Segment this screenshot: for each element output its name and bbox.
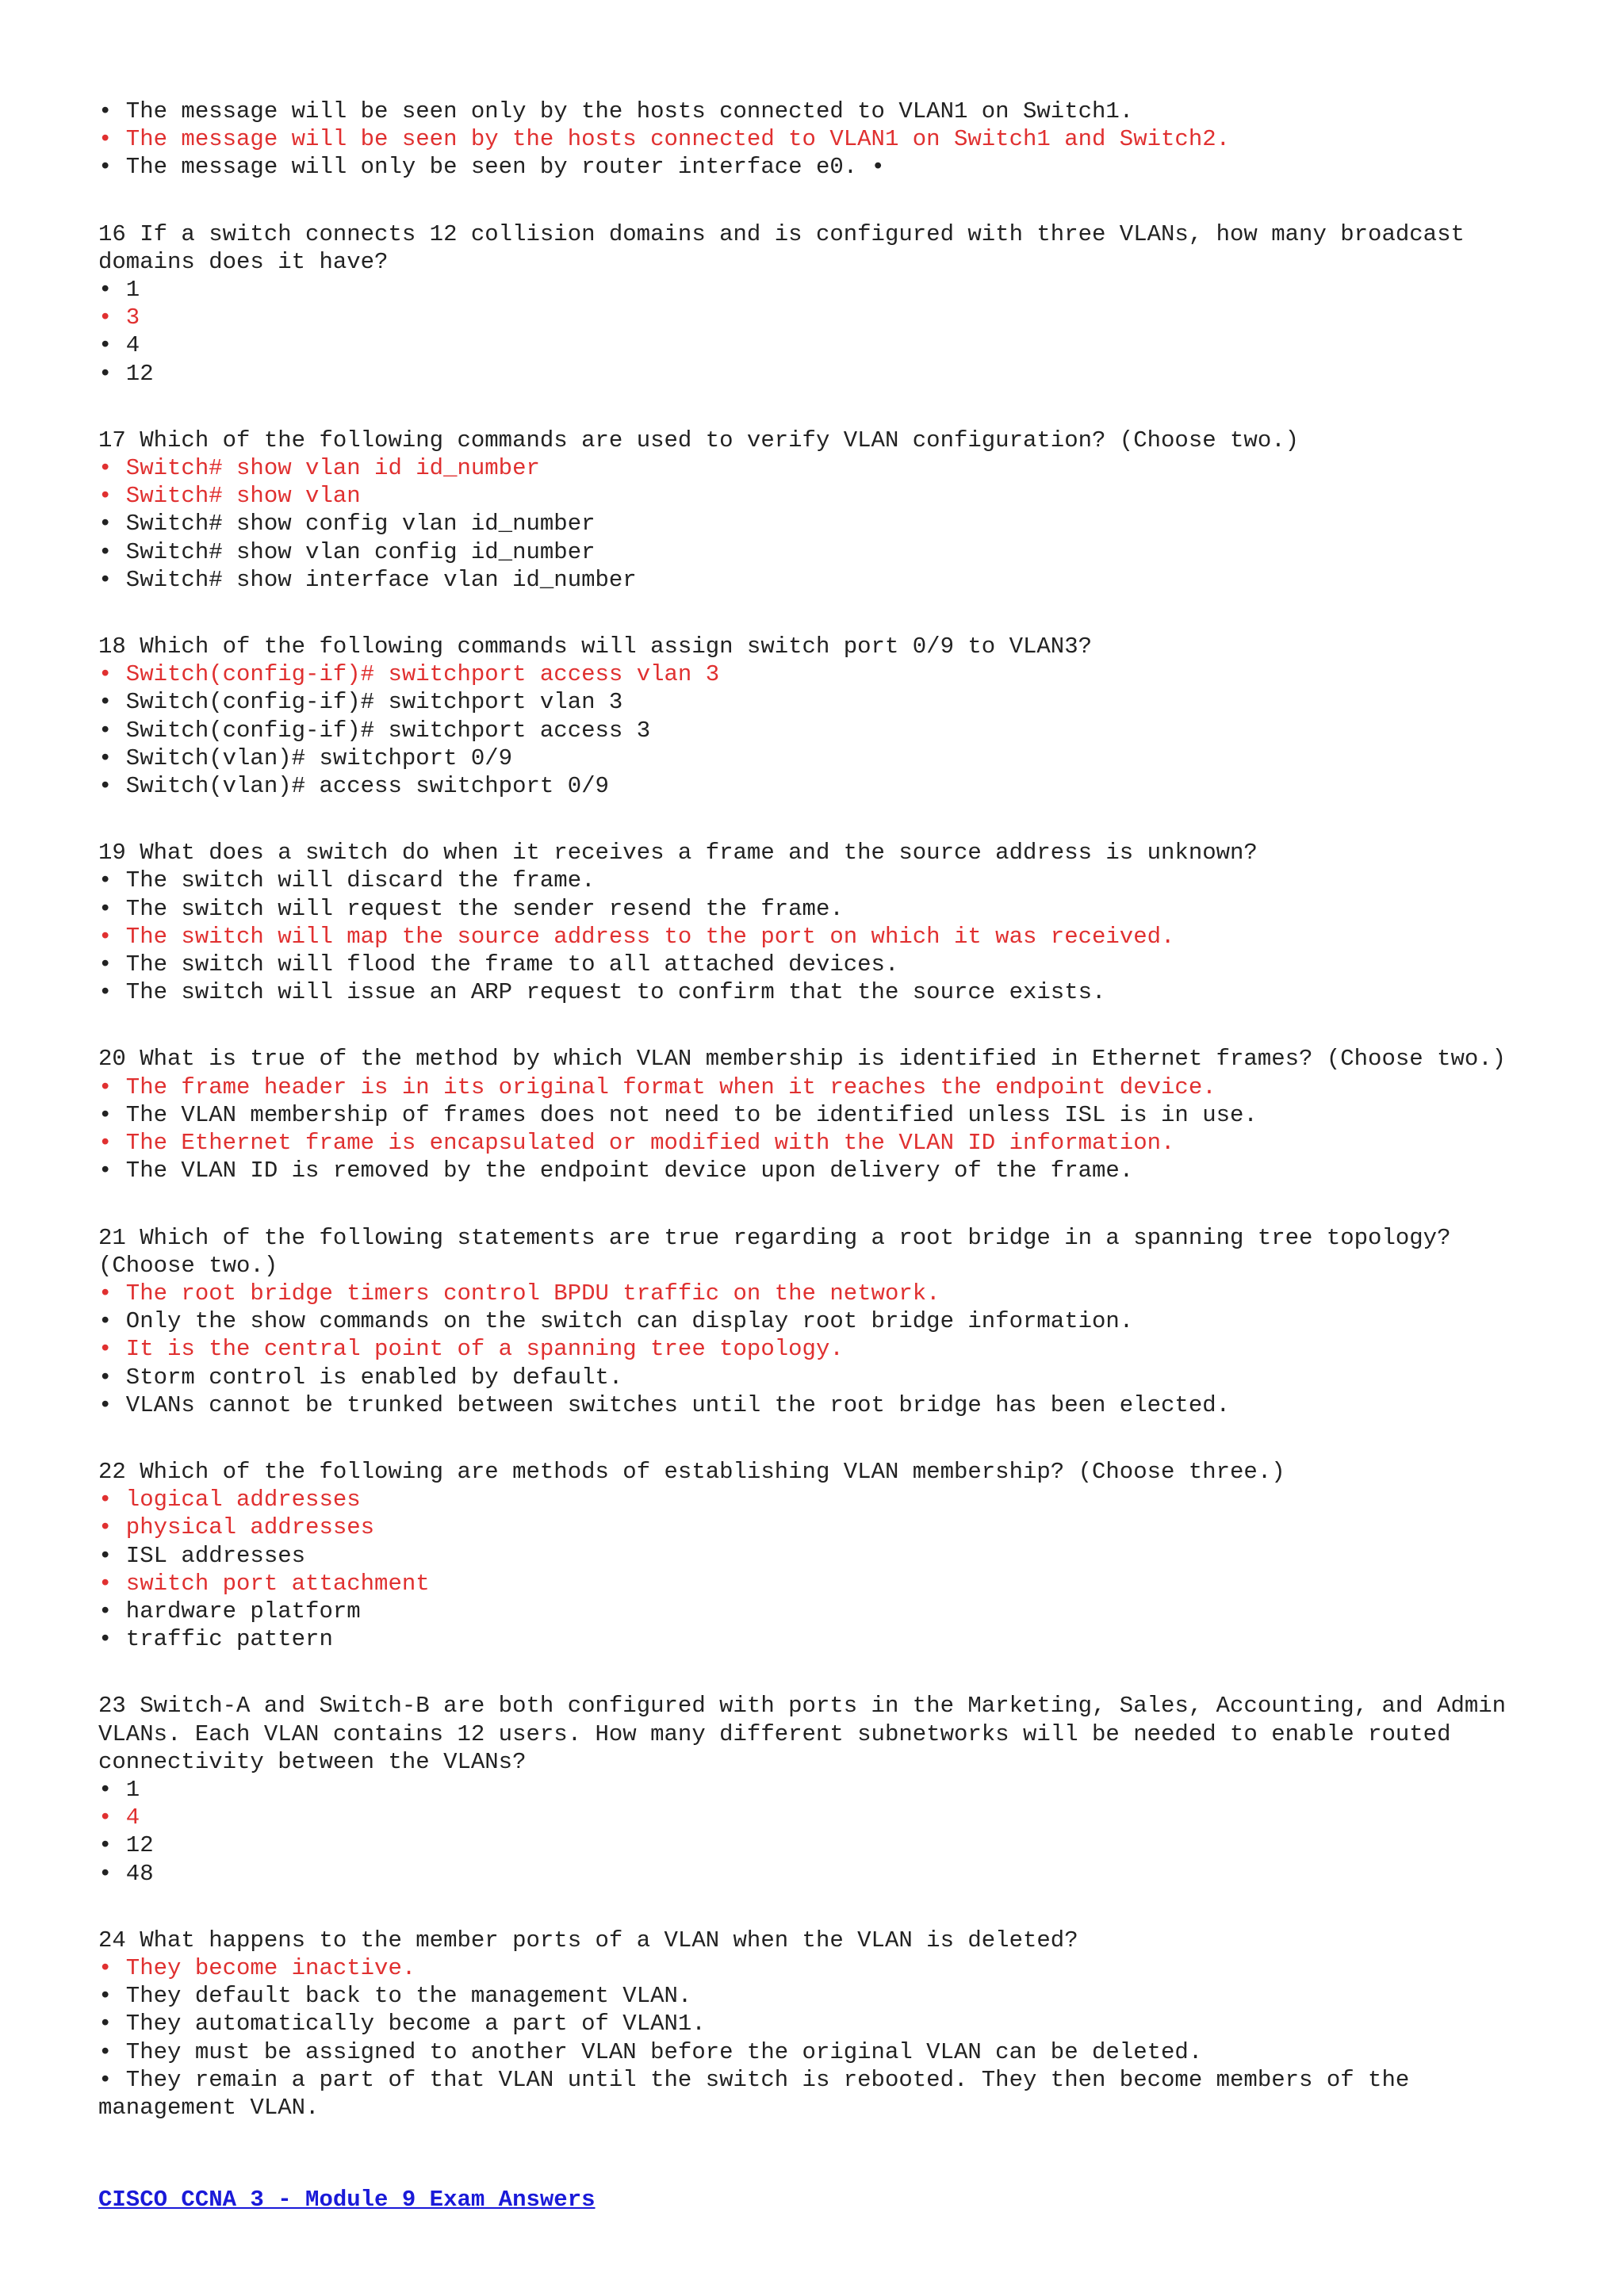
answer-option: • The message will only be seen by router interface e0. •: [98, 154, 885, 181]
question-block-23: [98, 1692, 1542, 1887]
correct-answer-option: • The message will be seen by the hosts connected to VLAN1 on Switch1 and Switch2.: [98, 126, 1231, 153]
question-text: 21 Which of the following statements are true regarding a root bridge in a spanning tree topology? (Choose two.): [98, 1224, 1465, 1279]
correct-answer-option: • switch port attachment: [98, 1570, 430, 1597]
answer-option: • They automatically become a part of VLAN1.: [98, 2011, 706, 2038]
answer-option: • Storm control is enabled by default.: [98, 1364, 623, 1391]
answer-option: • 1: [98, 277, 140, 304]
question-block-17: [98, 427, 1542, 594]
question-text: 22 Which of the following are methods of establishing VLAN membership? (Choose three.): [98, 1458, 1285, 1485]
answer-option: • Switch# show config vlan id_number: [98, 511, 596, 538]
correct-answer-option: • They become inactive.: [98, 1954, 416, 1981]
question-block-24: [98, 1927, 1542, 2122]
correct-answer-option: • physical addresses: [98, 1514, 375, 1541]
answer-option: • The message will be seen only by the hosts connected to VLAN1 on Switch1.: [98, 98, 1134, 124]
answer-option: • VLANs cannot be trunked between switches until the root bridge has been elected.: [98, 1391, 1231, 1418]
exam-answers-content: [98, 98, 1542, 2214]
answer-option: • The switch will flood the frame to all attached devices.: [98, 951, 899, 978]
answer-option: • 1: [98, 1776, 140, 1803]
question-text: 23 Switch-A and Switch-B are both configured with ports in the Marketing, Sales, Accounting, and Admin VLANs. Each VLAN contains 12 users. How many different subnetworks will be needed to enable routed connectivity between the VLANs?: [98, 1693, 1520, 1775]
answer-option: • Switch(config-if)# switchport access 3: [98, 717, 651, 744]
answer-option: • The switch will discard the frame.: [98, 867, 596, 894]
intro-options-block: [98, 98, 1542, 182]
correct-answer-option: • logical addresses: [98, 1487, 361, 1513]
answer-option: • ISL addresses: [98, 1542, 306, 1569]
correct-answer-option: • The root bridge timers control BPDU traffic on the network.: [98, 1280, 940, 1307]
answer-option: • Switch# show vlan config id_number: [98, 538, 596, 565]
correct-answer-option: • Switch# show vlan id id_number: [98, 455, 540, 482]
answer-option: • The VLAN ID is removed by the endpoint device upon delivery of the frame.: [98, 1158, 1134, 1184]
question-text: 20 What is true of the method by which VLAN membership is identified in Ethernet frames? (Choose two.): [98, 1046, 1507, 1073]
correct-answer-option: • Switch# show vlan: [98, 483, 361, 510]
correct-answer-option: • 4: [98, 1804, 140, 1831]
correct-answer-option: • The switch will map the source address to the port on which it was received.: [98, 923, 1175, 950]
answer-option: • The VLAN membership of frames does not need to be identified unless ISL is in use.: [98, 1101, 1258, 1128]
answer-option: • 12: [98, 360, 154, 387]
question-text: 24 What happens to the member ports of a VLAN when the VLAN is deleted?: [98, 1927, 1078, 1954]
module-answers-link[interactable]: CISCO CCNA 3 - Module 9 Exam Answers: [98, 2187, 596, 2214]
correct-answer-option: • The Ethernet frame is encapsulated or modified with the VLAN ID information.: [98, 1130, 1175, 1157]
answer-option: • Switch# show interface vlan id_number: [98, 566, 637, 593]
question-block-20: [98, 1045, 1542, 1184]
answer-option: • 4: [98, 332, 140, 359]
answer-option: • The switch will request the sender resend the frame.: [98, 895, 844, 922]
answer-option: • The switch will issue an ARP request to confirm that the source exists.: [98, 979, 1106, 1006]
answer-option: • Switch(vlan)# access switchport 0/9: [98, 773, 609, 800]
answer-option: • They default back to the management VLAN.: [98, 1983, 692, 2010]
correct-answer-option: • 3: [98, 304, 140, 331]
question-block-22: [98, 1458, 1542, 1653]
answer-option: • Switch(config-if)# switchport vlan 3: [98, 689, 623, 716]
answer-option: • 48: [98, 1860, 154, 1887]
answer-option: • They must be assigned to another VLAN before the original VLAN can be deleted.: [98, 2038, 1203, 2065]
question-block-21: [98, 1224, 1542, 1419]
question-block-19: [98, 839, 1542, 1006]
answer-option: • They remain a part of that VLAN until the switch is rebooted. They then become members of the management VLAN.: [98, 2066, 1423, 2121]
answer-option: • Only the show commands on the switch can display root bridge information.: [98, 1308, 1134, 1335]
question-block-18: [98, 633, 1542, 800]
question-text: 17 Which of the following commands are used to verify VLAN configuration? (Choose two.): [98, 427, 1300, 453]
question-text: 19 What does a switch do when it receives a frame and the source address is unknown?: [98, 840, 1258, 867]
answer-option: • 12: [98, 1832, 154, 1859]
question-block-16: [98, 220, 1542, 388]
answer-option: • traffic pattern: [98, 1626, 333, 1653]
question-text: 18 Which of the following commands will assign switch port 0/9 to VLAN3?: [98, 633, 1093, 660]
correct-answer-option: • The frame header is in its original format when it reaches the endpoint device.: [98, 1073, 1216, 1100]
answer-option: • Switch(vlan)# switchport 0/9: [98, 744, 513, 771]
answer-option: • hardware platform: [98, 1598, 361, 1624]
correct-answer-option: • It is the central point of a spanning tree topology.: [98, 1336, 844, 1363]
correct-answer-option: • Switch(config-if)# switchport access vlan 3: [98, 661, 720, 688]
question-text: 16 If a switch connects 12 collision domains and is configured with three VLANs, how many broadcast domains does it have?: [98, 220, 1479, 275]
